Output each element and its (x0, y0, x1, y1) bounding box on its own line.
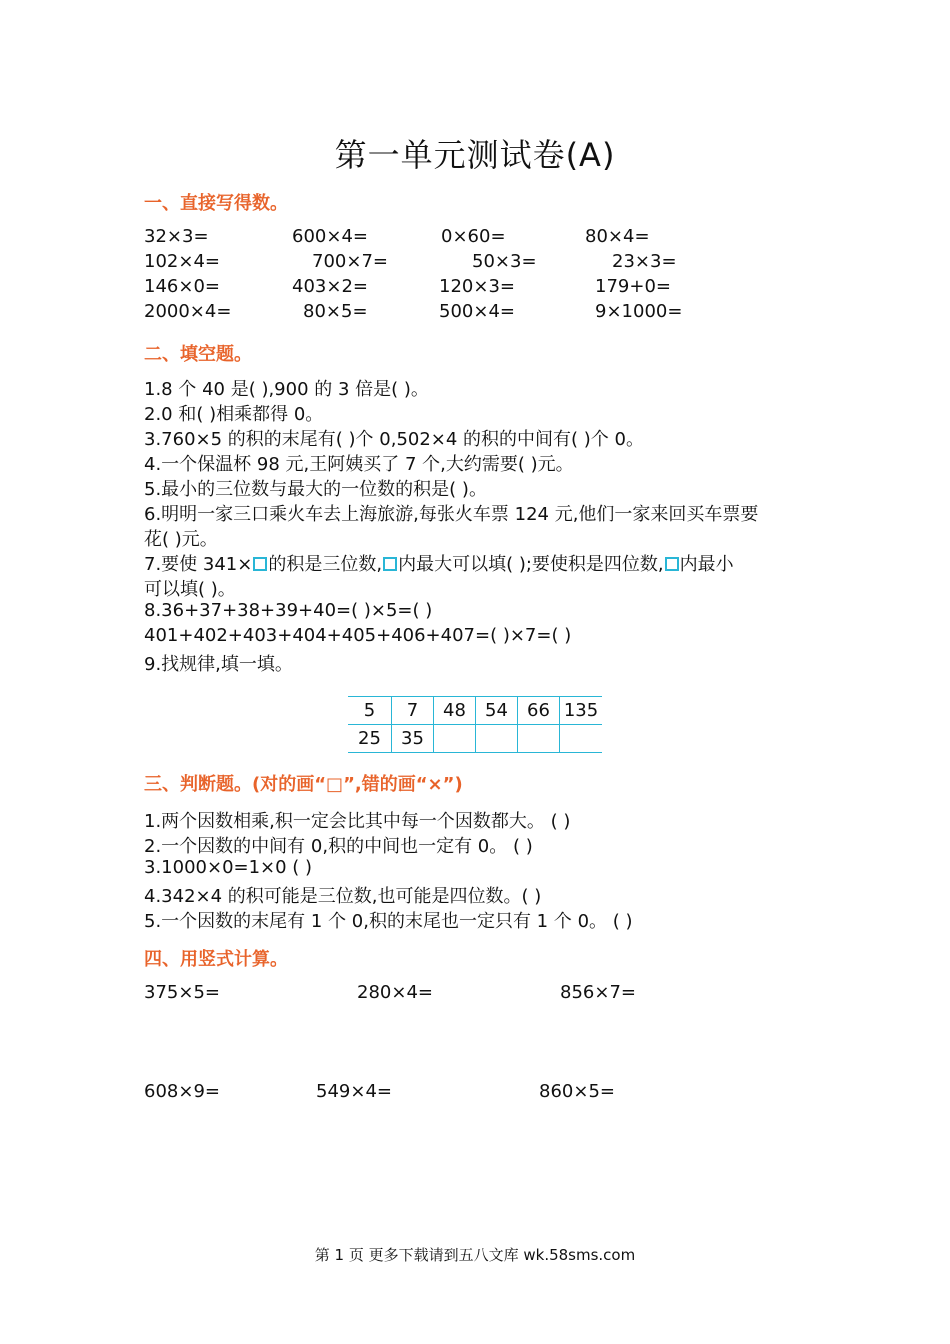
calc-item: 146×0= (144, 276, 220, 297)
vertical-calc-item: 860×5= (539, 1081, 615, 1102)
table-cell: 66 (518, 697, 560, 725)
fill-question-6: 6.明明一家三口乘火车去上海旅游,每张火车票 124 元,他们一家来回买车票要 (144, 504, 759, 525)
vertical-calc-item: 280×4= (357, 982, 433, 1003)
page-footer: 第 1 页 更多下载请到五八文库 wk.58sms.com (314, 1246, 636, 1264)
q7-text-1: 7.要使 341× (144, 554, 253, 575)
answer-box (253, 557, 267, 571)
section-heading-vertical-calc: 四、用竖式计算。 (144, 949, 288, 970)
judge-question-5: 5.一个因数的末尾有 1 个 0,积的末尾也一定只有 1 个 0。 ( ) (144, 911, 633, 932)
judge-question-2: 2.一个因数的中间有 0,积的中间也一定有 0。 ( ) (144, 836, 533, 857)
table-cell: 5 (348, 697, 392, 725)
calc-item: 9×1000= (595, 301, 683, 322)
calc-item: 80×5= (303, 301, 368, 322)
fill-question-1: 1.8 个 40 是( ),900 的 3 倍是( )。 (144, 379, 429, 400)
table-cell: 35 (392, 725, 434, 753)
calc-item: 179+0= (595, 276, 671, 297)
q7-text-3: 内最大可以填( );要使积是四位数, (398, 554, 664, 575)
calc-item: 700×7= (312, 251, 388, 272)
judge-question-1: 1.两个因数相乘,积一定会比其中每一个因数都大。 ( ) (144, 811, 571, 832)
table-cell[interactable] (518, 725, 560, 753)
calc-item: 32×3= (144, 226, 209, 247)
fill-question-6-cont: 花( )元。 (144, 529, 218, 550)
fill-question-7-cont: 可以填( )。 (144, 579, 236, 600)
fill-question-5: 5.最小的三位数与最大的一位数的积是( )。 (144, 479, 487, 500)
section-heading-judgement: 三、判断题。(对的画“□”,错的画“×”) (144, 774, 463, 795)
judge-question-3: 3.1000×0=1×0 ( ) (144, 857, 313, 878)
vertical-calc-item: 549×4= (316, 1081, 392, 1102)
judge-question-4: 4.342×4 的积可能是三位数,也可能是四位数。( ) (144, 886, 542, 907)
table-cell: 48 (434, 697, 476, 725)
vertical-calc-item: 856×7= (560, 982, 636, 1003)
table-cell[interactable] (476, 725, 518, 753)
section-heading-fill-blanks: 二、填空题。 (144, 344, 252, 365)
table-row (348, 697, 602, 725)
vertical-calc-item: 608×9= (144, 1081, 220, 1102)
fill-question-9: 9.找规律,填一填。 (144, 654, 293, 675)
q7-text-4: 内最小 (679, 554, 734, 575)
table-cell[interactable] (560, 725, 603, 753)
calc-item: 80×4= (585, 226, 650, 247)
calc-item: 50×3= (472, 251, 537, 272)
fill-question-4: 4.一个保温杯 98 元,王阿姨买了 7 个,大约需要( )元。 (144, 454, 574, 475)
calc-item: 120×3= (439, 276, 515, 297)
table-row (348, 725, 602, 753)
calc-item: 23×3= (612, 251, 677, 272)
fill-question-7 (144, 550, 734, 576)
calc-item: 500×4= (439, 301, 515, 322)
q7-text-2: 的积是三位数, (268, 554, 383, 575)
table-cell: 7 (392, 697, 434, 725)
calc-item: 600×4= (292, 226, 368, 247)
answer-box (383, 557, 397, 571)
vertical-calc-item: 375×5= (144, 982, 220, 1003)
pattern-table (348, 696, 602, 753)
table-cell: 54 (476, 697, 518, 725)
calc-item: 2000×4= (144, 301, 232, 322)
table-cell[interactable] (434, 725, 476, 753)
fill-question-3: 3.760×5 的积的末尾有( )个 0,502×4 的积的中间有( )个 0。 (144, 429, 644, 450)
calc-item: 0×60= (441, 226, 506, 247)
section-heading-direct-calc: 一、直接写得数。 (144, 193, 288, 214)
calc-item: 102×4= (144, 251, 220, 272)
calc-item: 403×2= (292, 276, 368, 297)
fill-question-8: 8.36+37+38+39+40=( )×5=( ) (144, 600, 433, 621)
fill-question-2: 2.0 和( )相乘都得 0。 (144, 404, 324, 425)
table-cell: 135 (560, 697, 603, 725)
page-title: 第一单元测试卷(A) (334, 136, 616, 174)
fill-question-8-cont: 401+402+403+404+405+406+407=( )×7=( ) (144, 625, 572, 646)
table-cell: 25 (348, 725, 392, 753)
answer-box (665, 557, 679, 571)
